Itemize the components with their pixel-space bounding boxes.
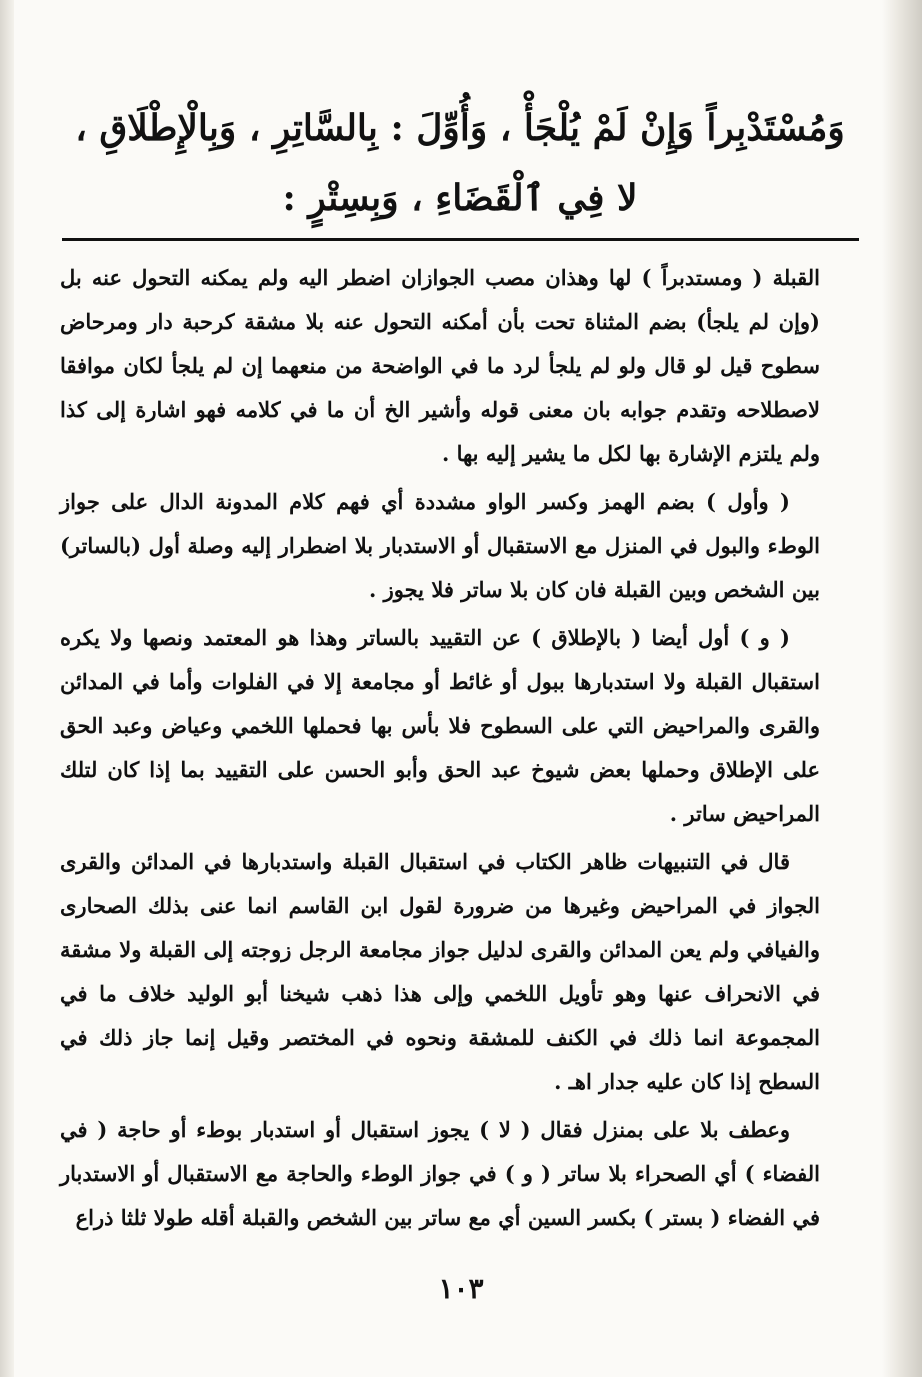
commentary-paragraph-4: قال في التنبيهات ظاهر الكتاب في استقبال القبلة واستدبارها في المدائن والقرى الجواز في المراحيض وغيرها من ضرورة لقول ابن القاسم انما عنى بذلك الصحارى والفيافي ولم يعن المدائن والقرى لدليل جواز مجامعة الرجل زوجته إلى القبلة ولا مشقة في الانحراف عنها وهو تأويل اللخمي وإلى هذا ذهب شيخنا أبو الوليد خلاف ما في المجموعة انما ذلك في الكنف للمشقة ونحوه في المختصر وقيل إنما جاز ذلك في السطح إذا كان عليه جدار اهـ .	[60, 849, 820, 1094]
matn-line-2: لا فِي ٱلْقَضَاءِ ، وَبِسِتْرٍ :	[282, 177, 638, 219]
commentary-paragraph-2: ( وأول ) بضم الهمز وكسر الواو مشددة أي فهم كلام المدونة الدال على جواز الوطء والبول في المنزل مع الاستقبال أو الاستدبار بلا اضطرار إليه وصلة أول (بالساتر) بين الشخص وبين القبلة فان كان بلا ساتر فلا يجوز .	[60, 489, 820, 602]
commentary-paragraph-5: وعطف بلا على بمنزل فقال ( لا ) يجوز استقبال أو استدبار بوطء أو حاجة ( في الفضاء ) أي الصحراء بلا ساتر ( و ) في جواز الوطء والحاجة مع الاستقبال أو الاستدبار في الفضاء ( بستر ) بكسر السين أي مع ساتر بين الشخص والقبلة أقله طولا ثلثا ذراع	[60, 1117, 820, 1230]
commentary-paragraph-3: ( و ) أول أيضا ( بالإطلاق ) عن التقييد بالساتر وهذا هو المعتمد ونصها ولا يكره استقبال القبلة ولا استدبارها ببول أو غائط أو مجامعة إلا في الفلوات وأما في المدائن والقرى والمراحيض التي على السطوح فلا بأس بها فحملها اللخمي وعياض وعبد الحق على الإطلاق وحملها بعض شيوخ عبد الحق وأبو الحسن على التقييد بما إذا كان لتلك المراحيض ساتر .	[60, 625, 820, 826]
commentary-paragraph-1: القبلة ( ومستدبراً ) لها وهذان مصب الجوازان اضطر اليه ولم يمكنه التحول عنه بل (وإن لم يلجأ) بضم المثناة تحت بأن أمكنه التحول عنه بلا مشقة كرحبة دار ومرحاض سطوح قيل لو قال ولو لم يلجأ لرد ما في الواضحة من منعهما إن لم يلجأ لكان موافقا لاصطلاحه وتقدم جوابه بان معنى قوله وأشير الخ أن ما في كلامه فهو اشارة إلى كذا ولم يلتزم الإشارة بها لكل ما يشير إليه بها .	[60, 265, 820, 466]
matn-line-1: وَمُسْتَدْبِراً وَإِنْ لَمْ يُلْجَأْ ، وَأُوِّلَ : بِالسَّاتِرِ ، وَبِالْإِطْلَاقِ ،	[75, 107, 845, 149]
separator-rule	[62, 238, 859, 241]
commentary-text	[60, 256, 820, 1244]
page-edge-shadow-left	[0, 0, 14, 1377]
page-edge-shadow-right	[882, 0, 922, 1377]
page-number: ١٠٣	[438, 1272, 484, 1305]
